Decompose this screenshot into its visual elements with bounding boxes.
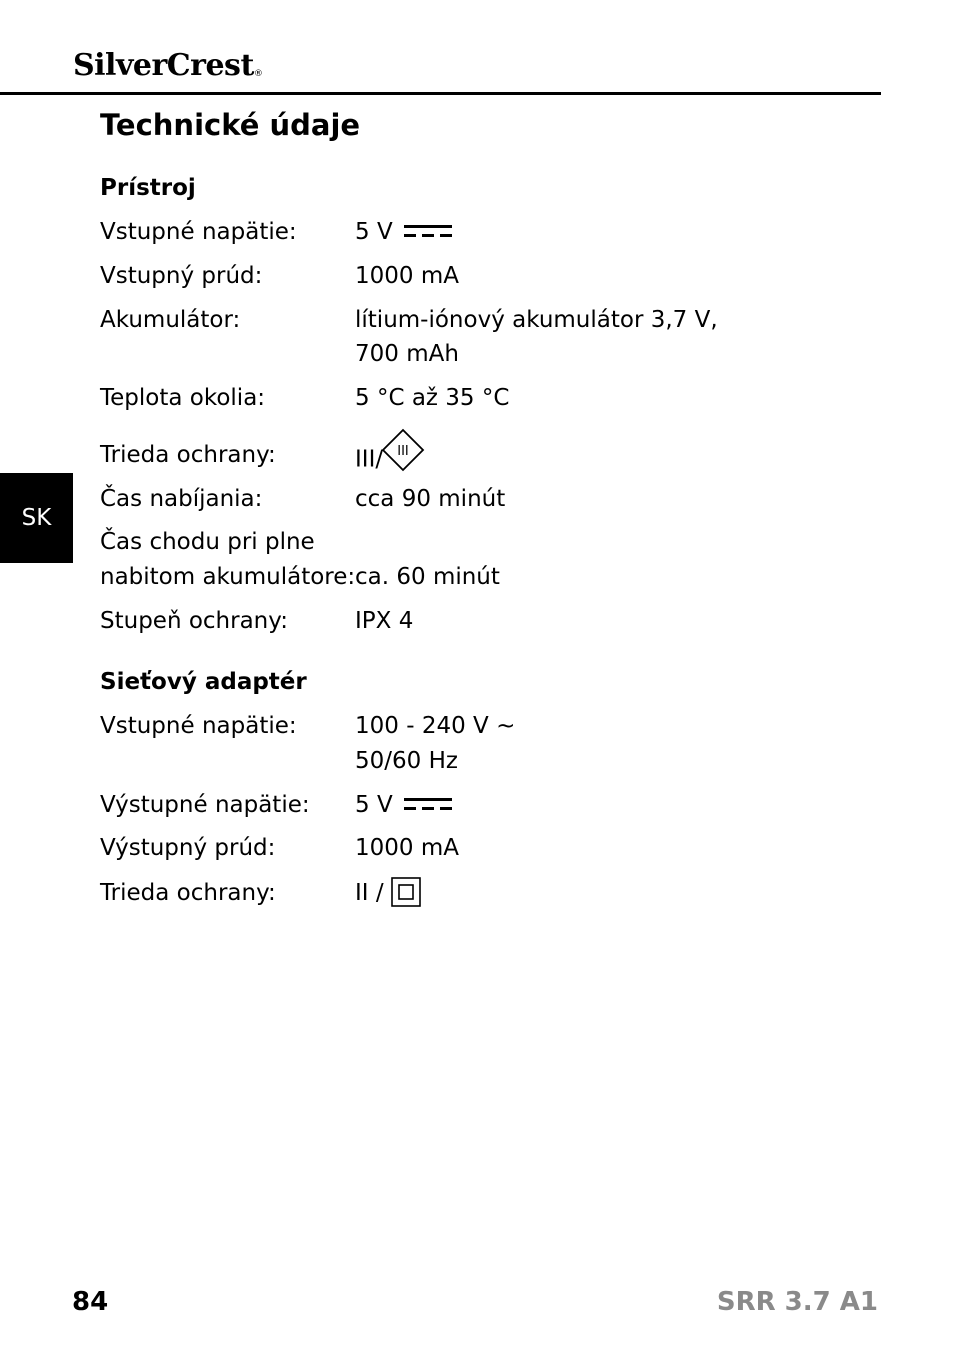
adapter-output-voltage-label: Výstupné napätie: [100,792,310,818]
adapter-input-frequency-value: 50/60 Hz [355,748,458,774]
device-input-voltage-value: 5 V [355,215,452,250]
adapter-input-voltage-label: Vstupné napätie: [100,713,297,739]
header-rule [0,92,881,95]
page-title: Technické údaje [100,108,361,142]
device-ambient-temperature-label: Teplota okolia: [100,385,266,411]
page-number: 84 [72,1287,109,1317]
device-battery-value: lítium-iónový akumulátor 3,7 V, [355,307,718,333]
device-input-voltage-label: Vstupné napätie: [100,219,297,245]
dc-symbol-icon [404,796,452,812]
device-protection-class-label: Trieda ochrany: [100,442,276,468]
device-runtime-value: ca. 60 minút [355,564,500,590]
adapter-protection-class-label: Trieda ochrany: [100,880,276,906]
protection-class-ii-icon [391,877,421,907]
protection-class-iii-icon [381,428,425,472]
device-ingress-protection-label: Stupeň ochrany: [100,608,288,634]
device-protection-class-value: III/ III [355,438,425,482]
device-ambient-temperature-value: 5 °C až 35 °C [355,385,510,411]
section-heading-device: Prístroj [100,175,196,201]
device-battery-label: Akumulátor: [100,307,241,333]
adapter-input-voltage-value: 100 - 240 V ~ [355,713,516,739]
device-battery-capacity-value: 700 mAh [355,341,459,367]
adapter-output-voltage-value: 5 V [355,788,452,823]
svg-text:III: III [397,444,409,459]
device-charging-time-value: cca 90 minút [355,486,506,512]
adapter-output-current-label: Výstupný prúd: [100,835,276,861]
silvercrest-logo: SilverCrest® [73,48,263,83]
device-ingress-protection-value: IPX 4 [355,608,414,634]
language-tab-sk: SK [0,473,73,563]
dc-symbol-icon [404,223,452,239]
device-input-current-value: 1000 mA [355,263,459,289]
adapter-protection-class-value: II / [355,876,421,911]
device-runtime-label-line1: Čas chodu pri plne [100,529,315,555]
device-runtime-label-line2: nabitom akumulátore: [100,564,356,590]
section-heading-adapter: Sieťový adaptér [100,669,307,695]
model-number: SRR 3.7 A1 [716,1287,878,1317]
device-input-current-label: Vstupný prúd: [100,263,263,289]
adapter-output-current-value: 1000 mA [355,835,459,861]
device-charging-time-label: Čas nabíjania: [100,486,263,512]
